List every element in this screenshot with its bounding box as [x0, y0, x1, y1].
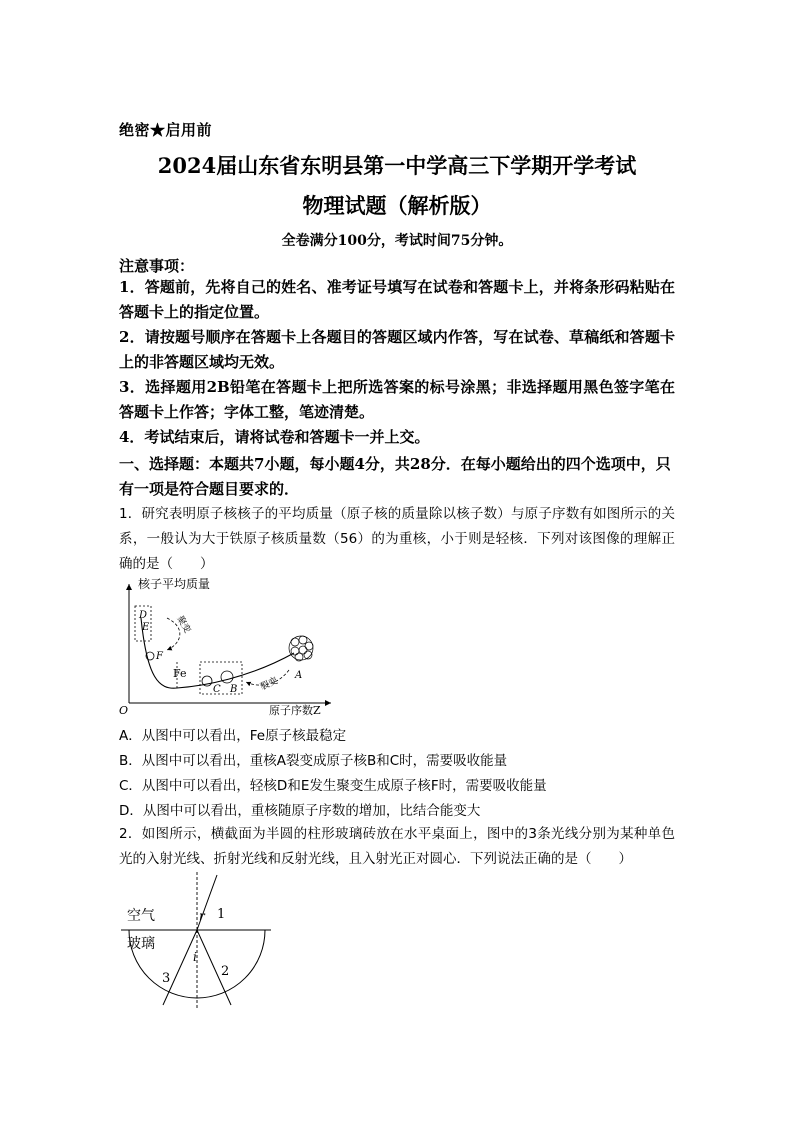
x-axis-label: 原子序数Z [269, 704, 321, 716]
question-1-option-b: B．从图中可以看出，重核A裂变成原子核B和C时，需要吸收能量 [119, 753, 508, 769]
note-item: 3．选择题用2B铅笔在答题卡上把所选答案的标号涂黑；非选择题用黑色签字笔在答题卡上作答；字体工整，笔迹清楚。 [119, 378, 675, 421]
glass-label: 玻璃 [127, 936, 155, 952]
question-1-option-c: C．从图中可以看出，轻核D和E发生聚变生成原子核F时，需要吸收能量 [119, 778, 547, 794]
label-f: F [156, 651, 163, 662]
fe-label: Fe [173, 667, 187, 680]
air-label: 空气 [127, 908, 155, 924]
notes-heading: 注意事项： [119, 257, 195, 275]
question-1-stem: 1．研究表明原子核核子的平均质量（原子核的质量除以核子数）与原子序数有如图所示的关系，一般认为大于铁原子核质量数（56）的为重核，小于则是轻核．下列对该图像的理解正确的是（ ） [119, 506, 675, 572]
origin-label: O [119, 704, 129, 716]
glass-block-figure [119, 870, 274, 1010]
angle-r-label: r [199, 909, 205, 923]
angle-i-label: i [193, 950, 197, 964]
ray-3 [163, 930, 197, 1005]
label-e: E [142, 622, 150, 633]
nuclear-mass-figure [119, 578, 339, 716]
confidential-mark: 绝密★启用前 [119, 121, 213, 139]
note-item: 1．答题前，先将自己的姓名、准考证号填写在试卷和答题卡上，并将条形码粘贴在答题卡上的指定位置。 [119, 278, 675, 321]
label-c: C [213, 684, 221, 695]
exam-title: 2024届山东省东明县第一中学高三下学期开学考试 [157, 153, 637, 178]
question-1-option-a: A．从图中可以看出，Fe原子核最稳定 [119, 728, 347, 744]
section-heading: 一、选择题：本题共7小题，每小题4分，共28分．在每小题给出的四个选项中，只有一项是符合题目要求的． [119, 455, 671, 498]
label-d: D [139, 610, 148, 621]
ray-3-label: 3 [162, 971, 171, 986]
ray-2-label: 2 [221, 964, 230, 979]
ray-1-label: 1 [217, 907, 226, 922]
question-2-stem: 2．如图所示，横截面为半圆的柱形玻璃砖放在水平桌面上，图中的3条光线分别为某种单色光的入射光线、折射光线和反射光线，且入射光正对圆心．下列说法正确的是（ ） [119, 826, 675, 867]
exam-subtitle: 物理试题（解析版） [302, 193, 492, 218]
label-b: B [230, 684, 238, 695]
question-1-option-d: D．从图中可以看出，重核随原子序数的增加，比结合能变大 [119, 803, 481, 819]
nucleus-b [221, 671, 233, 683]
nucleus-a [289, 636, 313, 661]
fusion-label: 聚变 [174, 614, 193, 636]
label-a: A [295, 670, 303, 681]
note-item: 2．请按题号顺序在答题卡上各题目的答题区域内作答，写在试卷、草稿纸和答题卡上的非答题区域均无效。 [119, 328, 675, 371]
note-item: 4．考试结束后，请将试卷和答题卡一并上交。 [119, 428, 430, 446]
y-axis-label: 核子平均质量 [138, 578, 211, 591]
score-info: 全卷满分100分，考试时间75分钟。 [281, 233, 513, 249]
fission-label: 裂变 [259, 676, 280, 693]
